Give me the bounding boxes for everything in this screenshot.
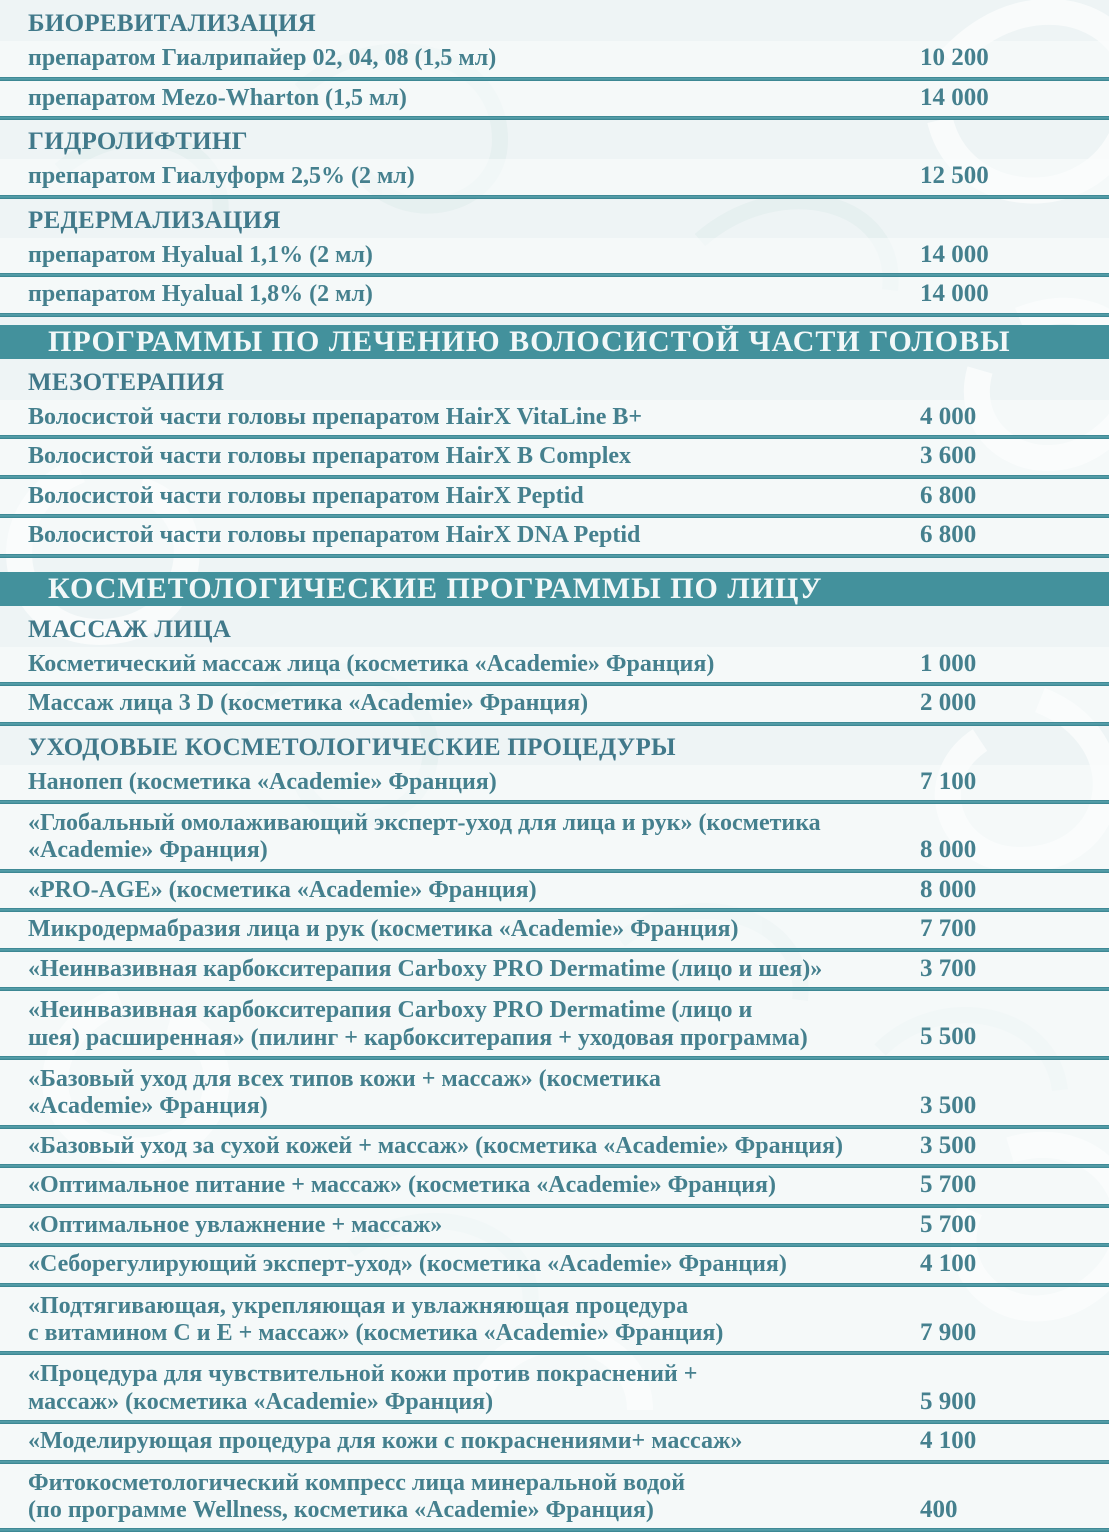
service-name-line: «Academie» Франция) xyxy=(28,1093,268,1120)
service-name: «Базовый уход за сухой кожей + массаж» (косметика «Academie» Франция) xyxy=(28,1132,844,1159)
service-price: 14 000 xyxy=(920,280,989,307)
service-name-line: «Подтягивающая, укрепляющая и увлажняющая процедура xyxy=(28,1292,689,1319)
service-name: препаратом Mezo-Wharton (1,5 мл) xyxy=(28,84,407,111)
category-header: УХОДОВЫЕ КОСМЕТОЛОГИЧЕСКИЕ ПРОЦЕДУРЫ xyxy=(28,733,676,761)
service-price: 4 100 xyxy=(920,1427,977,1455)
service-row xyxy=(0,991,1109,1056)
service-row xyxy=(0,765,1109,801)
service-name-line: «Academie» Франция) xyxy=(28,837,268,864)
service-name: препаратом Гиалрипайер 02, 04, 08 (1,5 мл) xyxy=(28,45,497,72)
service-row xyxy=(0,1060,1109,1125)
service-price: 4 100 xyxy=(920,1250,977,1278)
service-name: «Моделирующая процедура для кожи с покраснениями+ массаж» xyxy=(28,1428,743,1455)
service-price: 3 500 xyxy=(920,1092,977,1120)
service-price: 3 600 xyxy=(920,442,977,469)
service-name-line: «Процедура для чувствительной кожи против покраснений + xyxy=(28,1361,698,1388)
service-row xyxy=(0,1129,1109,1165)
service-price: 7 700 xyxy=(920,915,977,943)
service-row xyxy=(0,1424,1109,1460)
service-price: 10 200 xyxy=(920,44,989,71)
service-name xyxy=(28,807,920,865)
service-price: 14 000 xyxy=(920,240,989,268)
service-name: Волосистой части головы препаратом HairX B Complex xyxy=(28,443,632,470)
service-name: «PRO-AGE» (косметика «Academie» Франция) xyxy=(28,876,537,903)
service-price: 5 900 xyxy=(920,1387,977,1415)
service-row xyxy=(0,647,1109,683)
service-price: 1 000 xyxy=(920,649,977,677)
service-price: 3 700 xyxy=(920,954,977,982)
category-header: МАССАЖ ЛИЦА xyxy=(28,615,232,643)
service-row xyxy=(0,1208,1109,1244)
service-name-line: (по программе Wellness, косметика «Academie» Франция) xyxy=(28,1496,654,1523)
category-header: БИОРЕВИТАЛИЗАЦИЯ xyxy=(28,10,317,37)
service-row xyxy=(0,159,1109,195)
service-name: Микродермабразия лица и рук (косметика «Academie» Франция) xyxy=(28,916,739,943)
service-name-line: Фитокосметологический компресс лица минеральной водой xyxy=(28,1469,686,1496)
service-name: препаратом Hyalual 1,8% (2 мл) xyxy=(28,281,373,308)
service-name: «Оптимальное увлажнение + массаж» xyxy=(28,1211,443,1238)
category-header: МЕЗОТЕРАПИЯ xyxy=(28,368,225,396)
service-row xyxy=(0,873,1109,909)
service-price: 6 800 xyxy=(920,521,977,548)
service-name: препаратом Гиалуформ 2,5% (2 мл) xyxy=(28,163,415,190)
service-price: 5 700 xyxy=(920,1171,977,1199)
service-name xyxy=(28,1063,920,1121)
service-name-line: «Неинвазивная карбокситерапия Carboxy PRO Dermatime (лицо и xyxy=(28,997,753,1024)
service-price: 8 000 xyxy=(920,836,977,864)
section-banner-face: КОСМЕТОЛОГИЧЕСКИЕ ПРОГРАММЫ ПО ЛИЦУ xyxy=(0,572,1109,606)
service-row xyxy=(0,804,1109,869)
service-name: «Неинвазивная карбокситерапия Carboxy PRO Dermatime (лицо и шея)» xyxy=(28,955,823,982)
service-row xyxy=(0,952,1109,988)
service-name: Волосистой части головы препаратом HairX Peptid xyxy=(28,482,584,509)
service-price: 5 500 xyxy=(920,1023,977,1051)
service-row xyxy=(0,1168,1109,1204)
service-price: 400 xyxy=(920,1495,958,1523)
service-name: «Оптимальное питание + массаж» (косметика «Academie» Франция) xyxy=(28,1172,777,1199)
service-row xyxy=(0,479,1109,515)
service-row xyxy=(0,439,1109,475)
service-price: 5 700 xyxy=(920,1210,977,1238)
service-row xyxy=(0,41,1109,77)
service-name xyxy=(28,1290,920,1348)
service-price: 2 000 xyxy=(920,689,977,716)
service-name: Волосистой части головы препаратом HairX VitaLine B+ xyxy=(28,403,643,430)
service-row xyxy=(0,1287,1109,1352)
service-name: Нанопеп (косметика «Academie» Франция) xyxy=(28,768,497,795)
category-header: РЕДЕРМАЛИЗАЦИЯ xyxy=(28,206,281,234)
service-name: «Себорегулирующий эксперт-уход» (косметика «Academie» Франция) xyxy=(28,1251,787,1278)
service-price: 14 000 xyxy=(920,83,989,111)
service-name-line: «Базовый уход для всех типов кожи + массаж» (косметика xyxy=(28,1065,661,1092)
service-name-line: «Глобальный омолаживающий эксперт-уход для лица и рук» (косметика xyxy=(28,810,821,836)
service-price: 6 800 xyxy=(920,481,977,509)
service-name: Массаж лица 3 D (косметика «Academie» Франция) xyxy=(28,690,589,717)
service-name xyxy=(28,1358,920,1416)
service-row xyxy=(0,277,1109,313)
service-price: 4 000 xyxy=(920,402,977,430)
service-row xyxy=(0,1247,1109,1283)
service-price: 7 100 xyxy=(920,767,977,795)
service-row xyxy=(0,1355,1109,1420)
service-row xyxy=(0,686,1109,722)
service-price: 12 500 xyxy=(920,162,989,189)
category-header: ГИДРОЛИФТИНГ xyxy=(28,128,248,155)
service-price: 3 500 xyxy=(920,1131,977,1159)
service-name-line: шея) расширенная» (пилинг + карбокситерапия + уходовая программа) xyxy=(28,1024,808,1051)
service-name: Волосистой части головы препаратом HairX DNA Peptid xyxy=(28,522,641,549)
service-name: препаратом Hyalual 1,1% (2 мл) xyxy=(28,241,373,268)
service-name: Косметический массаж лица (косметика «Academie» Франция) xyxy=(28,650,715,677)
service-row xyxy=(0,238,1109,274)
service-name-line: с витамином С и Е + массаж» (косметика «Academie» Франция) xyxy=(28,1320,724,1347)
service-row xyxy=(0,1464,1109,1529)
service-name xyxy=(28,994,920,1052)
service-name-line: массаж» (косметика «Academie» Франция) xyxy=(28,1388,494,1415)
service-row xyxy=(0,81,1109,117)
section-banner-hair: ПРОГРАММЫ ПО ЛЕЧЕНИЮ ВОЛОСИСТОЙ ЧАСТИ ГОЛОВЫ xyxy=(0,325,1109,359)
service-price: 8 000 xyxy=(920,875,977,903)
service-row xyxy=(0,400,1109,436)
service-row xyxy=(0,518,1109,554)
service-row xyxy=(0,912,1109,948)
service-price: 7 900 xyxy=(920,1318,977,1346)
service-name xyxy=(28,1467,920,1525)
